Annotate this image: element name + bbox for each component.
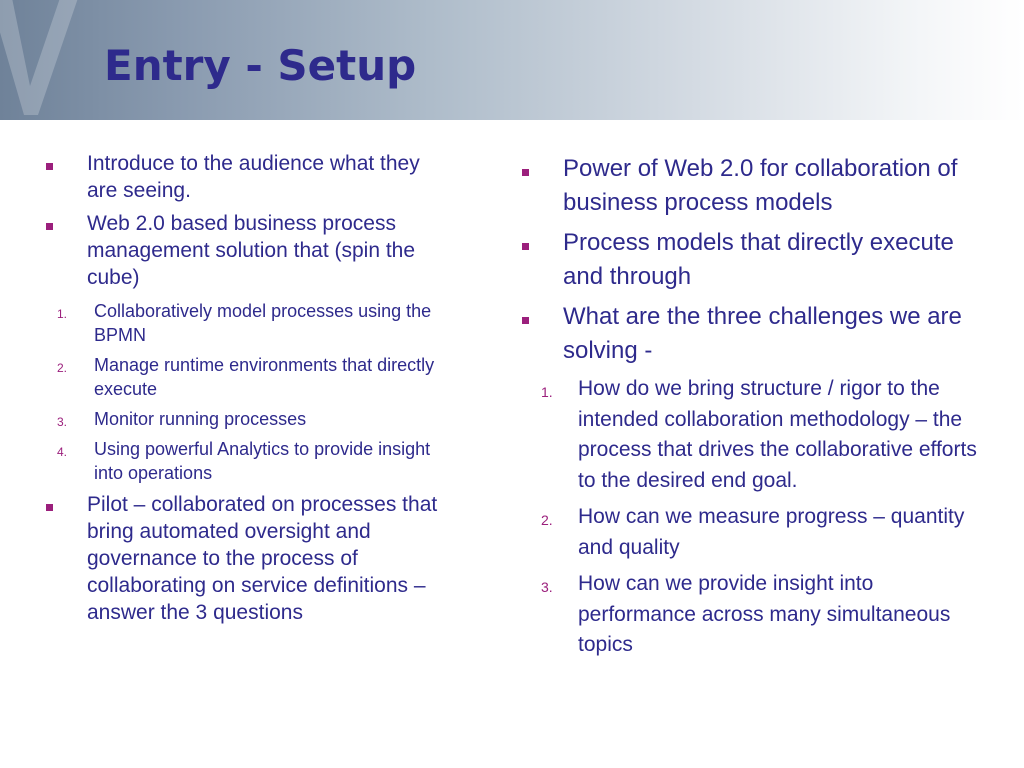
right-bullet-list xyxy=(520,152,980,661)
bullet-item xyxy=(44,210,454,485)
bullet-text: Web 2.0 based business process management solution that (spin the cube) xyxy=(87,212,416,289)
bullet-item xyxy=(520,152,980,220)
numbered-sub-list xyxy=(525,374,980,661)
numbered-item-text: How can we provide insight into performance across many simultaneous topics xyxy=(578,572,951,656)
right-column xyxy=(520,152,980,667)
bullet-item xyxy=(520,300,980,661)
item-number: 2. xyxy=(57,361,68,375)
bullet-text: Introduce to the audience what they are seeing. xyxy=(87,152,420,202)
v-logo-watermark-icon xyxy=(0,0,80,120)
item-number: 1. xyxy=(57,307,68,321)
numbered-sub-list xyxy=(49,299,454,485)
bullet-item xyxy=(44,491,454,626)
numbered-item-text: Manage runtime environments that directly execute xyxy=(94,355,435,399)
numbered-item xyxy=(49,353,454,401)
numbered-item xyxy=(525,569,980,661)
numbered-item xyxy=(525,374,980,496)
bullet-text: Process models that directly execute and through xyxy=(563,229,954,290)
square-bullet-icon xyxy=(522,300,529,334)
bullet-text: Power of Web 2.0 for collaboration of business process models xyxy=(563,155,958,216)
square-bullet-icon xyxy=(522,152,529,186)
item-number: 4. xyxy=(57,445,68,459)
numbered-item-text: How can we measure progress – quantity and quality xyxy=(578,505,965,559)
bullet-item xyxy=(44,150,454,204)
left-column xyxy=(44,150,454,632)
bullet-item xyxy=(520,226,980,294)
numbered-item-text: Monitor running processes xyxy=(94,409,307,429)
item-number: 3. xyxy=(541,579,553,595)
numbered-item xyxy=(49,407,454,431)
numbered-item-text: How do we bring structure / rigor to the intended collaboration methodology – the process that drives the collaborative efforts to the desired end goal. xyxy=(578,377,977,492)
bullet-text: What are the three challenges we are solving - xyxy=(563,303,962,364)
left-bullet-list xyxy=(44,150,454,626)
item-number: 2. xyxy=(541,512,553,528)
numbered-item-text: Using powerful Analytics to provide insight into operations xyxy=(94,439,431,483)
numbered-item xyxy=(49,299,454,347)
item-number: 1. xyxy=(541,384,553,400)
numbered-item xyxy=(525,502,980,563)
square-bullet-icon xyxy=(46,210,53,237)
numbered-item xyxy=(49,437,454,485)
slide-title: Entry - Setup xyxy=(104,41,417,90)
square-bullet-icon xyxy=(522,226,529,260)
numbered-item-text: Collaboratively model processes using the BPMN xyxy=(94,301,432,345)
item-number: 3. xyxy=(57,415,68,429)
square-bullet-icon xyxy=(46,150,53,177)
square-bullet-icon xyxy=(46,491,53,518)
bullet-text: Pilot – collaborated on processes that bring automated oversight and governance to the process of collaborating on service definitions – answer the 3 questions xyxy=(87,493,438,624)
slide-header xyxy=(0,0,1024,120)
